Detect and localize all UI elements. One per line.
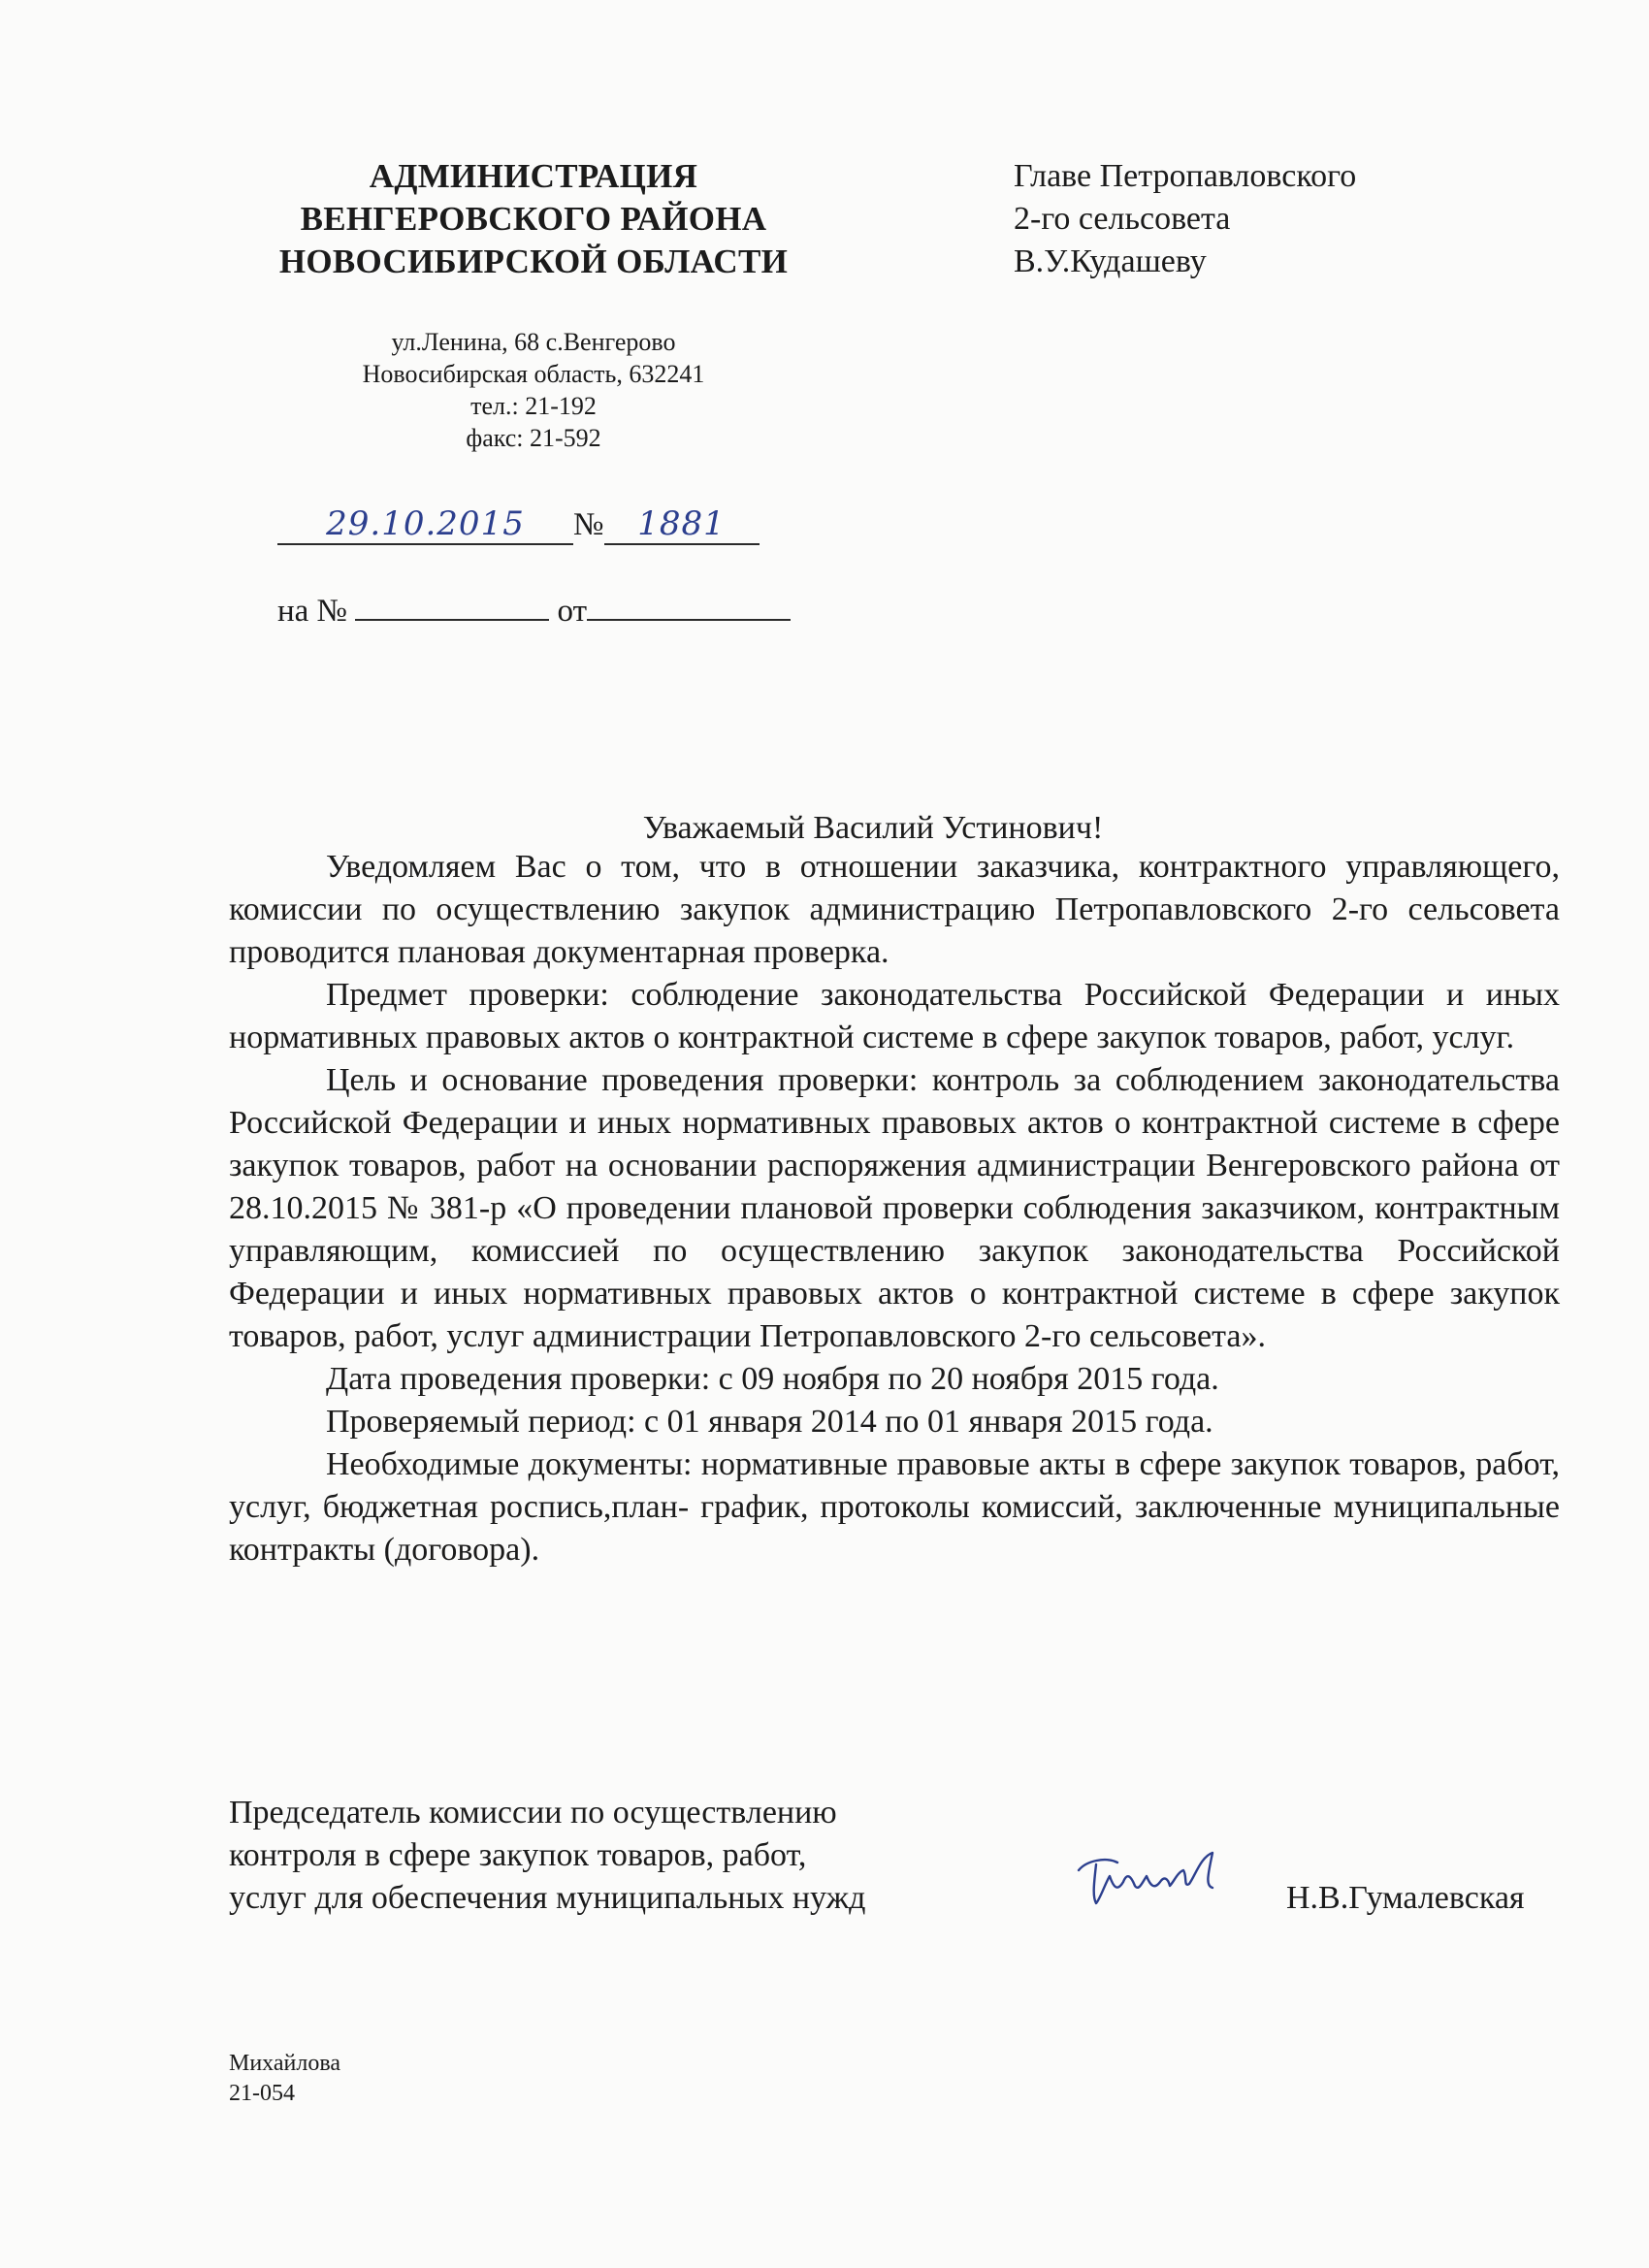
body-paragraph: Проверяемый период: с 01 января 2014 по 01 января 2015 года.: [326, 1404, 1213, 1440]
signatory-title-line: Председатель комиссии по осуществлению: [229, 1795, 837, 1831]
registration-number: 1881: [604, 504, 760, 545]
reply-date-blank: [587, 590, 791, 621]
org-line: ВЕНГЕРОВСКОГО РАЙОНА: [300, 200, 767, 238]
phone-line: тел.: 21-192: [470, 392, 597, 420]
recipient-block: [1014, 155, 1518, 283]
body-paragraph: Необходимые документы: нормативные правовые акты в сфере закупок товаров, работ, услуг, бюджетная роспись,план- график, протоколы комиссий, заключенные муниципальные контракты (договора).: [229, 1446, 1560, 1568]
handwritten-signature: [1067, 1843, 1271, 1921]
address-line: ул.Ленина, 68 с.Венгерово: [391, 328, 676, 356]
body-paragraph: Уведомляем Вас о том, что в отношении заказчика, контрактного управляющего, комиссии по осуществлению закупок администрацию Петропавловского 2-го сельсовета проводится плановая документарная проверка.: [229, 849, 1560, 970]
signatory-title: [229, 1792, 1024, 1920]
registration-line: [277, 504, 760, 545]
recipient-line: 2-го сельсовета: [1014, 201, 1231, 237]
fax-line: факс: 21-592: [466, 424, 601, 452]
body-paragraph: Цель и основание проведения проверки: контроль за соблюдением законодательства Российской Федерации и иных нормативных правовых актов о контрактной системе в сфере закупок товаров, работ на основании распоряжения администрации Венгеровского района от 28.10.2015 № 381-р «О проведении плановой проверки соблюдения заказчиком, контрактным управляющим, комиссией по осуществлению закупок законодательства Российской Федерации и иных нормативных правовых актов о контрактной системе в сфере закупок товаров, работ, услуг администрации Петропавловского 2-го сельсовета».: [229, 1062, 1560, 1354]
address-line: Новосибирская область, 632241: [362, 360, 705, 388]
reply-from-label: от: [557, 594, 588, 629]
signatory-title-line: услуг для обеспечения муниципальных нужд: [229, 1880, 866, 1916]
executor-phone: 21-054: [229, 2081, 295, 2106]
registration-date: 29.10.2015: [277, 504, 573, 545]
reply-prefix: на №: [277, 594, 348, 629]
recipient-line: Главе Петропавловского: [1014, 158, 1357, 194]
body-paragraph: Предмет проверки: соблюдение законодательства Российской Федерации и иных нормативных правовых актов о контрактной системе в сфере закупок товаров, работ, услуг.: [229, 977, 1560, 1055]
org-line: НОВОСИБИРСКОЙ ОБЛАСТИ: [278, 243, 789, 280]
executor-name: Михайлова: [229, 2051, 341, 2076]
sender-organization: [194, 155, 873, 283]
executor-block: [229, 2049, 340, 2109]
sender-address: [194, 326, 873, 454]
body-paragraph: Дата проведения проверки: с 09 ноября по 20 ноября 2015 года.: [326, 1361, 1219, 1397]
reply-number-blank: [355, 590, 549, 621]
org-line: АДМИНИСТРАЦИЯ: [369, 157, 698, 195]
letter-body: [229, 846, 1560, 1571]
signatory-name: Н.В.Гумалевская: [1286, 1880, 1525, 1916]
salutation: Уважаемый Василий Устинович!: [642, 810, 1104, 846]
reply-reference-line: [277, 590, 791, 630]
number-sign: №: [573, 507, 604, 542]
recipient-name: В.У.Кудашеву: [1014, 243, 1207, 279]
signatory-title-line: контроля в сфере закупок товаров, работ,: [229, 1837, 807, 1873]
